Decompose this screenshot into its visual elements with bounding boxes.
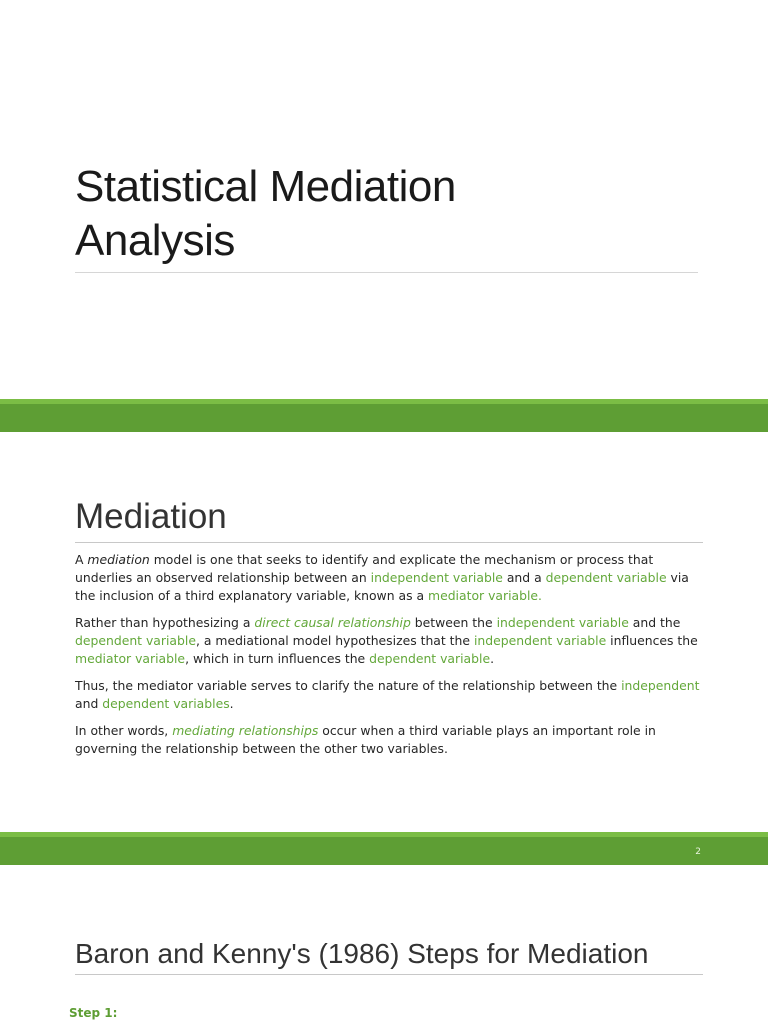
text-run: and the xyxy=(628,615,681,630)
text-run: between the xyxy=(410,615,497,630)
slide-title-line-1: Statistical Mediation xyxy=(75,162,456,211)
slide-separator-highlight xyxy=(0,399,768,404)
page-number: 2 xyxy=(695,847,701,857)
steps-heading: Baron and Kenny's (1986) Steps for Mediation xyxy=(75,938,649,969)
slide-title-line-2: Analysis xyxy=(75,216,235,265)
text-run: . xyxy=(490,651,495,666)
highlight-term: dependent variables xyxy=(102,696,230,711)
highlight-term: mediator variable. xyxy=(428,588,542,603)
paragraph-hypothesis xyxy=(75,614,705,668)
highlight-term: mediator variable xyxy=(75,651,186,666)
highlight-term: dependent variable xyxy=(545,570,667,585)
paragraph-clarify xyxy=(75,677,705,713)
text-run: , a mediational model hypothesizes that the xyxy=(195,633,474,648)
text-run: influences the xyxy=(606,633,698,648)
text-run: via the inclusion of a third explanatory variable, known as a xyxy=(75,570,689,603)
text-run: A xyxy=(75,552,88,567)
text-run: In other words, xyxy=(75,723,173,738)
highlight-term: independent variable xyxy=(496,615,629,630)
paragraph-other-words xyxy=(75,722,705,758)
slide-separator-bar xyxy=(0,832,768,865)
highlight-italic-term: direct causal relationship xyxy=(254,615,411,630)
paragraph-definition xyxy=(75,551,705,605)
slide-title xyxy=(75,160,715,268)
text-run: model is one that seeks to identify and explicate the mechanism or process that underlies an observed relationship between an xyxy=(75,552,654,585)
text-run: , which in turn influences the xyxy=(185,651,370,666)
highlight-term: dependent variable xyxy=(75,633,196,648)
highlight-term: independent variable xyxy=(473,633,607,648)
slide-separator-highlight xyxy=(0,832,768,837)
text-run: and a xyxy=(502,570,546,585)
highlight-term: dependent variable xyxy=(369,651,491,666)
slide-separator-bar xyxy=(0,399,768,432)
text-run: occur when a third variable plays an important role in governing the relationship between the other two variables. xyxy=(75,723,656,756)
text-run: Thus, the mediator variable serves to clarify the nature of the relationship between the xyxy=(75,678,622,693)
italic-term: mediation xyxy=(87,552,150,567)
step-1-label: Step 1: xyxy=(69,1006,118,1020)
text-run: . xyxy=(229,696,234,711)
highlight-italic-term: mediating relationships xyxy=(172,723,319,738)
mediation-heading-divider xyxy=(75,542,703,543)
text-run: and xyxy=(75,696,103,711)
highlight-term: independent xyxy=(621,678,700,693)
mediation-body xyxy=(75,551,705,767)
highlight-term: independent variable xyxy=(370,570,503,585)
title-divider xyxy=(75,272,698,273)
steps-heading-divider xyxy=(75,974,703,975)
text-run: Rather than hypothesizing a xyxy=(75,615,255,630)
mediation-heading: Mediation xyxy=(75,497,227,536)
